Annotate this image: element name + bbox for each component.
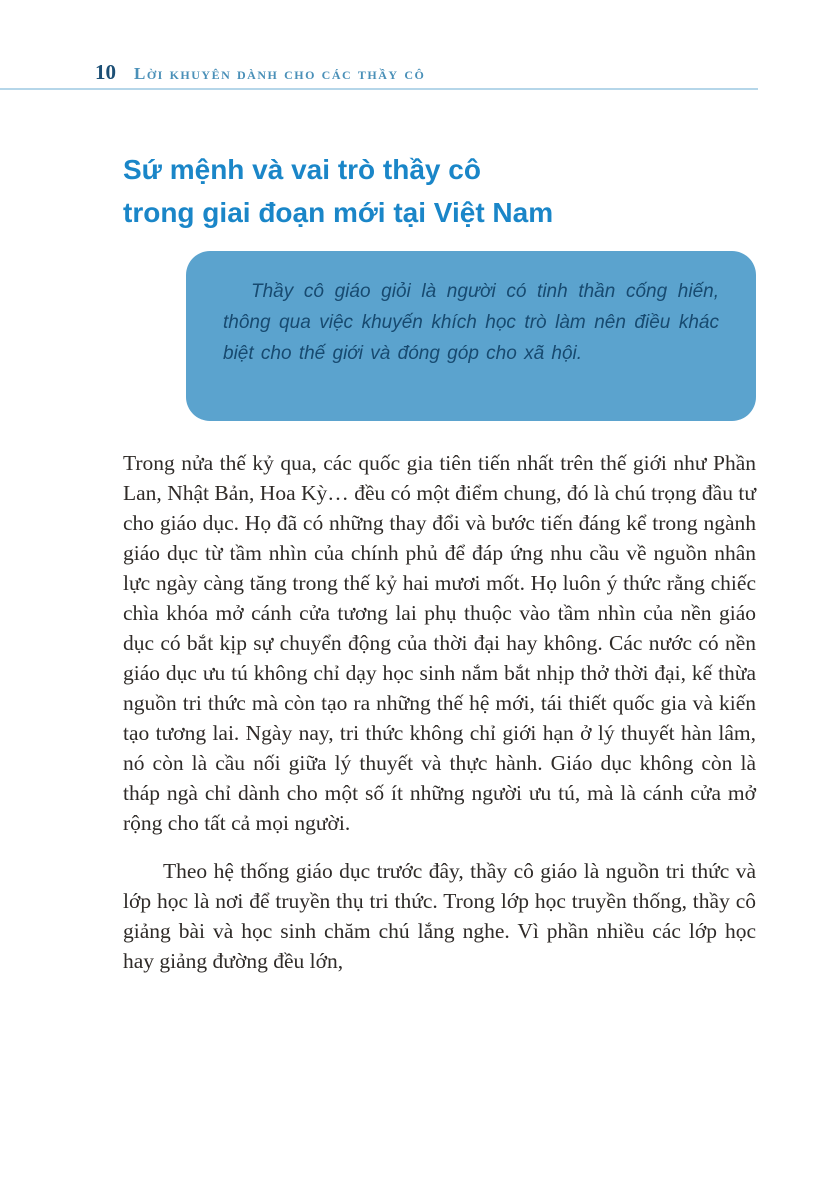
running-header: Lời khuyên dành cho các thầy cô	[134, 64, 426, 83]
page-number: 10	[95, 60, 116, 84]
quote-box	[186, 251, 756, 421]
page-header	[95, 60, 425, 85]
header-rule	[0, 88, 758, 90]
chapter-title-line2: trong giai đoạn mới tại Việt Nam	[123, 197, 554, 228]
paragraph-1: Trong nửa thế kỷ qua, các quốc gia tiên tiến nhất trên thế giới như Phần Lan, Nhật Bản, Hoa Kỳ… đều có một điểm chung, đó là chú trọng đầu tư cho giáo dục. Họ đã có những thay đổi và bước tiến đáng kể trong ngành giáo dục từ tầm nhìn của chính phủ để đáp ứng nhu cầu về nguồn nhân lực ngày càng tăng trong thế kỷ hai mươi mốt. Họ luôn ý thức rằng chiếc chìa khóa mở cánh cửa tương lai phụ thuộc vào tầm nhìn của nền giáo dục có bắt kịp sự chuyển động của thời đại hay không. Các nước có nền giáo dục ưu tú không chỉ dạy học sinh nắm bắt nhịp thở thời đại, kế thừa nguồn tri thức mà còn tạo ra những thế hệ mới, tái thiết quốc gia và kiến tạo tương lai. Ngày nay, tri thức không chỉ giới hạn ở lý thuyết hàn lâm, nó còn là cầu nối giữa lý thuyết và thực hành. Giáo dục không còn là tháp ngà chỉ dành cho một số ít những người ưu tú, mà là cánh cửa mở rộng cho tất cả mọi người.	[123, 451, 756, 835]
chapter-title	[123, 148, 553, 234]
body-text	[123, 448, 756, 976]
quote-text: Thầy cô giáo giỏi là người có tinh thần cống hiến, thông qua việc khuyến khích học trò làm nên điều khác biệt cho thế giới và đóng góp cho xã hội.	[223, 281, 719, 364]
paragraph-2: Theo hệ thống giáo dục trước đây, thầy cô giáo là nguồn tri thức và lớp học là nơi để truyền thụ tri thức. Trong lớp học truyền thống, thầy cô giảng bài và học sinh chăm chú lắng nghe. Vì phần nhiều các lớp học hay giảng đường đều lớn,	[123, 859, 756, 973]
chapter-title-line1: Sứ mệnh và vai trò thầy cô	[123, 154, 481, 185]
